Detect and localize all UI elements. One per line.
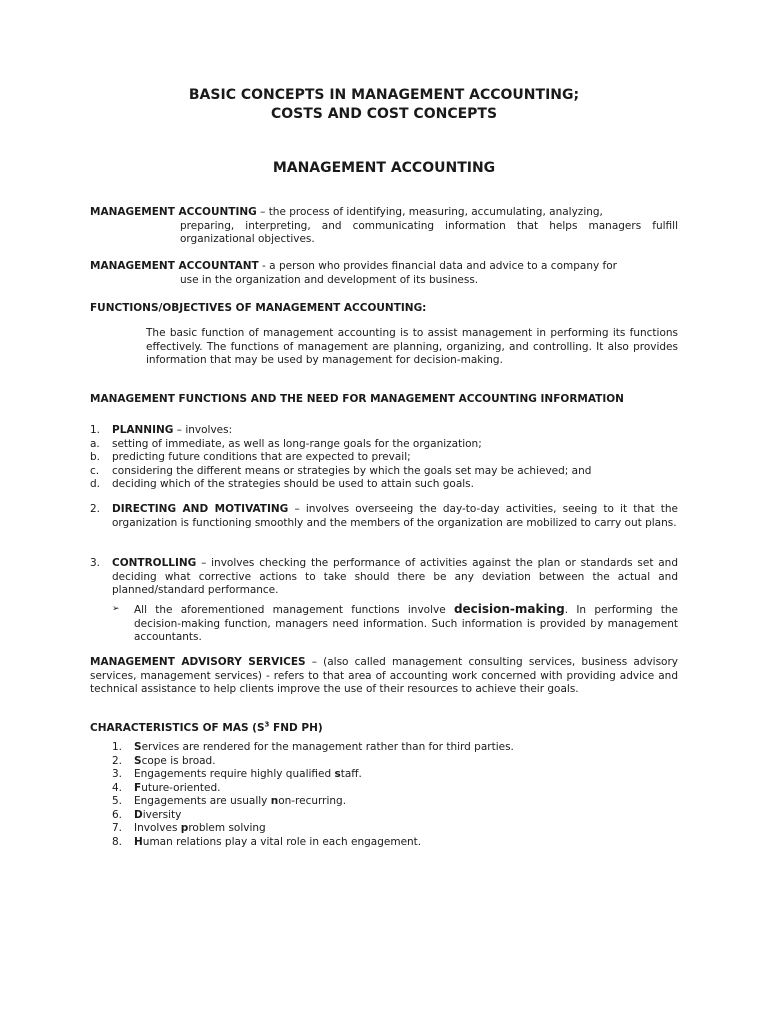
list-letter: d.	[90, 478, 101, 490]
list-item	[90, 478, 678, 492]
list-letter: c.	[90, 464, 100, 477]
list-item	[112, 822, 678, 836]
directing-item	[90, 503, 678, 530]
planning-sublist	[90, 438, 678, 492]
list-key-letter: S	[134, 741, 142, 753]
list-item	[90, 465, 678, 479]
definition-management-accountant	[90, 260, 678, 287]
title-line-1: BASIC CONCEPTS IN MANAGEMENT ACCOUNTING;	[188, 87, 580, 103]
planning-item	[90, 424, 678, 492]
item-heading: DIRECTING AND MOTIVATING	[112, 503, 289, 515]
list-number: 5.	[112, 795, 123, 807]
list-number: 3.	[112, 768, 123, 780]
list-text: considering the different means or strategies by which the goals set may be achieved; and	[112, 464, 592, 477]
list-number: 4.	[112, 781, 123, 794]
list-item	[112, 809, 678, 823]
list-number: 1.	[112, 741, 123, 753]
list-number: 6.	[112, 808, 123, 821]
functions-heading: FUNCTIONS/OBJECTIVES OF MANAGEMENT ACCOUNTING:	[90, 302, 427, 314]
list-item	[112, 795, 678, 809]
heading-text-before: CHARACTERISTICS OF MAS (S	[90, 722, 265, 734]
item-number: 2.	[90, 503, 101, 515]
functions-paragraph: The basic function of management accounting is to assist management in performing its functions effectively. The functions of management are planning, organizing, and controlling. It also provides information that may be used by management for decision-making.	[146, 327, 678, 366]
list-key-letter: H	[134, 835, 143, 848]
list-item	[112, 755, 678, 769]
characteristics-list	[112, 741, 678, 849]
list-key-letter: D	[134, 808, 143, 821]
list-text-pre: Involves	[134, 822, 181, 834]
list-number: 2.	[112, 754, 123, 767]
list-item	[90, 438, 678, 452]
definition-term: MANAGEMENT ADVISORY SERVICES	[90, 656, 306, 668]
list-text: predicting future conditions that are expected to prevail;	[112, 451, 411, 463]
management-functions-heading: MANAGEMENT FUNCTIONS AND THE NEED FOR MANAGEMENT ACCOUNTING INFORMATION	[90, 393, 624, 405]
definition-term: MANAGEMENT ACCOUNTING	[90, 206, 257, 218]
item-number: 3.	[90, 557, 101, 569]
list-key-letter: n	[270, 795, 279, 807]
list-key-letter: p	[180, 822, 189, 834]
note-emphasis: decision-making	[453, 602, 565, 616]
list-text: setting of immediate, as well as long-range goals for the organization;	[112, 437, 482, 450]
list-item	[112, 836, 678, 850]
item-text: – involves checking the performance of activities against the plan or standards set and deciding what corrective actions to take should there be any deviation between the actual and planned/standard performance.	[112, 557, 678, 596]
list-text-post: roblem solving	[188, 822, 266, 834]
definition-term: MANAGEMENT ACCOUNTANT	[90, 260, 259, 272]
list-item	[112, 768, 678, 782]
list-key-letter: s	[334, 768, 341, 780]
characteristics-heading	[90, 722, 678, 736]
list-text-post: taff.	[340, 768, 362, 780]
mas-definition	[90, 656, 678, 697]
section-title: MANAGEMENT ACCOUNTING	[272, 160, 496, 176]
list-number: 7.	[112, 822, 123, 834]
list-text-pre: Engagements require highly qualified	[134, 768, 335, 780]
decision-making-note	[112, 603, 678, 645]
definition-text-first: – the process of identifying, measuring, accumulating, analyzing,	[256, 206, 603, 218]
list-item	[112, 782, 678, 796]
note-text-after: . In performing the decision-making function, managers need information. Such information is provided by management accountants.	[134, 604, 678, 643]
item-heading: CONTROLLING	[112, 557, 197, 569]
definition-management-accounting	[90, 206, 678, 247]
arrow-bullet-icon: ➢	[112, 604, 120, 614]
list-text-post: uman relations play a vital role in each engagement.	[142, 835, 422, 848]
list-letter: b.	[90, 451, 101, 463]
note-text-before: All the aforementioned management functions involve	[134, 604, 454, 616]
list-item	[90, 451, 678, 465]
list-text-post: uture-oriented.	[141, 781, 221, 794]
list-key-letter: F	[134, 781, 142, 794]
definition-text-rest: preparing, interpreting, and communicating information that helps managers fulfill organizational objectives.	[180, 219, 678, 245]
item-heading: PLANNING	[112, 424, 174, 436]
definition-text-first: - a person who provides financial data and advice to a company for	[258, 260, 617, 272]
list-text-post: ervices are rendered for the management rather than for third parties.	[141, 741, 514, 753]
list-text-post: on-recurring.	[278, 795, 347, 807]
heading-superscript: 3	[264, 720, 270, 729]
item-text: – involves:	[173, 424, 233, 436]
list-letter: a.	[90, 437, 100, 450]
list-text-post: iversity	[142, 808, 182, 821]
list-text: deciding which of the strategies should be used to attain such goals.	[112, 478, 474, 490]
list-number: 8.	[112, 835, 123, 848]
controlling-item	[90, 557, 678, 598]
item-number: 1.	[90, 424, 101, 436]
list-key-letter: S	[134, 754, 142, 767]
item-text: – involves overseeing the day-to-day activities, seeing to it that the organization is functioning smoothly and the members of the organization are mobilized to carry out plans.	[112, 503, 678, 529]
title-line-2: COSTS AND COST CONCEPTS	[270, 106, 498, 122]
list-item	[112, 741, 678, 755]
heading-text-after: FND PH)	[269, 722, 323, 734]
document-title	[90, 86, 678, 124]
definition-text: – (also called management consulting services, business advisory services, management services) - refers to that area of accounting work concerned with providing advice and technical assistance to help clients improve the use of their resources to achieve their goals.	[90, 656, 678, 695]
list-text-post: cope is broad.	[141, 754, 216, 767]
list-text-pre: Engagements are usually	[134, 795, 271, 807]
definition-text-rest: use in the organization and development of its business.	[180, 273, 479, 286]
